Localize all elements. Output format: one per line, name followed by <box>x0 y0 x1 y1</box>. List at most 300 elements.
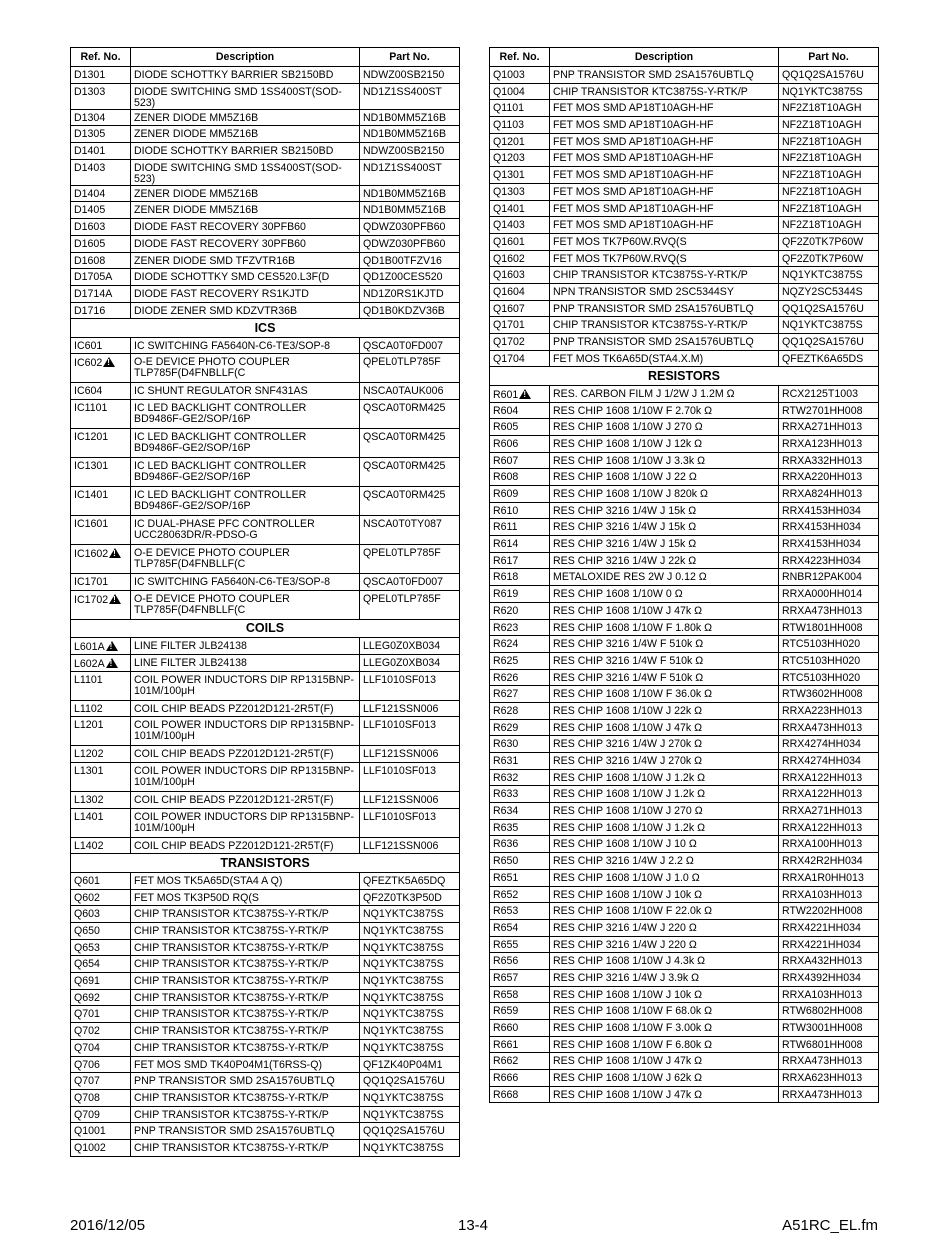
ref-number: Q1701 <box>493 319 525 332</box>
part-number-cell: QFEZTK5A65DQ <box>360 872 460 889</box>
part-number-cell: LLF1010SF013 <box>360 717 460 746</box>
description-cell: RES CHIP 1608 1/10W J 270 Ω <box>550 803 779 820</box>
part-number-cell: RRXA122HH013 <box>779 786 879 803</box>
part-number-cell: RRXA103HH013 <box>779 886 879 903</box>
description-cell: RES CHIP 1608 1/10W F 22.0k Ω <box>550 903 779 920</box>
ref-number: D1404 <box>74 187 106 200</box>
table-row <box>71 906 460 923</box>
part-number-cell: QPEL0TLP785F <box>360 590 460 619</box>
ref-cell <box>71 1039 131 1056</box>
ref-cell <box>71 67 131 84</box>
ref-number: R601 <box>493 388 519 401</box>
ref-number: R607 <box>493 454 519 467</box>
ref-number: Q601 <box>74 874 100 887</box>
ref-cell <box>490 100 550 117</box>
ref-number: Q707 <box>74 1075 100 1088</box>
ref-cell <box>490 803 550 820</box>
ref-number: R668 <box>493 1088 519 1101</box>
description-cell: RES CHIP 1608 1/10W F 1.80k Ω <box>550 619 779 636</box>
description-cell: FET MOS TK7P60W.RVQ(S <box>550 233 779 250</box>
part-number-cell: RCX2125T1003 <box>779 385 879 402</box>
ref-number: D1605 <box>74 237 106 250</box>
table-row <box>490 435 879 452</box>
part-header: Part No. <box>779 48 879 67</box>
ref-cell <box>71 285 131 302</box>
part-number-cell: NF2Z18T10AGH <box>779 200 879 217</box>
ref-cell <box>71 638 131 655</box>
part-number-cell: RRX4223HH034 <box>779 552 879 569</box>
table-row <box>71 1039 460 1056</box>
part-number-cell: LLF1010SF013 <box>360 763 460 792</box>
ref-cell <box>71 516 131 545</box>
part-number-cell: NQ1YKTC3875S <box>360 1139 460 1156</box>
ref-cell <box>71 1123 131 1140</box>
ref-cell <box>71 202 131 219</box>
ref-number: Q1004 <box>493 85 525 98</box>
table-row <box>490 200 879 217</box>
part-number-cell: NSCA0TAUK006 <box>360 383 460 400</box>
table-row <box>490 886 879 903</box>
table-row <box>490 419 879 436</box>
ref-number: R636 <box>493 838 519 851</box>
ref-cell <box>490 886 550 903</box>
ref-number: R650 <box>493 855 519 868</box>
table-row <box>490 83 879 100</box>
ref-cell <box>490 486 550 503</box>
table-row <box>490 719 879 736</box>
table-row <box>71 219 460 236</box>
description-cell: RES CHIP 1608 1/10W J 4.3k Ω <box>550 953 779 970</box>
part-number-cell: RRXA623HH013 <box>779 1070 879 1087</box>
ref-number: R609 <box>493 488 519 500</box>
description-cell: RES CHIP 3216 1/4W J 270k Ω <box>550 736 779 753</box>
section-title: ICS <box>71 319 460 338</box>
table-row <box>71 1006 460 1023</box>
description-cell: RES CHIP 3216 1/4W J 15k Ω <box>550 502 779 519</box>
ref-number: R619 <box>493 588 519 601</box>
description-cell: ZENER DIODE SMD TFZVTR16B <box>131 252 360 269</box>
table-row <box>71 590 460 619</box>
description-cell: IC LED BACKLIGHT CONTROLLER BD9486F-GE2/SOP/16P <box>131 400 360 429</box>
table-row <box>490 1070 879 1087</box>
ref-number: D1705A <box>74 271 113 284</box>
ref-cell <box>71 269 131 286</box>
ref-number: Q1604 <box>493 285 525 298</box>
description-cell: DIODE FAST RECOVERY 30PFB60 <box>131 219 360 236</box>
table-row <box>71 1123 460 1140</box>
description-cell: RES CHIP 3216 1/4W J 220 Ω <box>550 936 779 953</box>
table-row <box>490 1036 879 1053</box>
part-number-cell: QDWZ030PFB60 <box>360 235 460 252</box>
description-cell: RES. CARBON FILM J 1/2W J 1.2M Ω <box>550 385 779 402</box>
part-number-cell: QQ1Q2SA1576U <box>360 1073 460 1090</box>
table-row <box>71 235 460 252</box>
table-row <box>71 1089 460 1106</box>
table-row <box>490 1053 879 1070</box>
description-cell: RES CHIP 1608 1/10W J 47k Ω <box>550 602 779 619</box>
ref-number: R624 <box>493 638 519 651</box>
part-number-cell: RRX4221HH034 <box>779 936 879 953</box>
part-number-cell: NQ1YKTC3875S <box>360 923 460 940</box>
table-row <box>71 429 460 458</box>
table-row <box>71 202 460 219</box>
ref-number: R635 <box>493 821 519 834</box>
ref-cell <box>490 200 550 217</box>
table-row <box>490 969 879 986</box>
ref-cell <box>490 317 550 334</box>
part-number-cell: LLF1010SF013 <box>360 671 460 700</box>
section-title: RESISTORS <box>490 367 879 386</box>
description-cell: COIL POWER INDUCTORS DIP RP1315BNP-101M/100μH <box>131 671 360 700</box>
table-row <box>490 552 879 569</box>
ref-number: D1716 <box>74 304 106 317</box>
ref-number: L1101 <box>74 673 103 686</box>
part-number-cell: RRXA473HH013 <box>779 602 879 619</box>
table-row <box>71 574 460 591</box>
ref-number: IC1602 <box>74 548 109 561</box>
ref-cell <box>71 219 131 236</box>
ref-number: Q709 <box>74 1108 100 1121</box>
ref-cell <box>490 402 550 419</box>
table-row <box>490 486 879 503</box>
ref-number: R656 <box>493 955 519 968</box>
table-row <box>490 283 879 300</box>
table-row <box>71 83 460 109</box>
description-cell: RES CHIP 1608 1/10W F 68.0k Ω <box>550 1003 779 1020</box>
ref-number: IC1702 <box>74 593 109 606</box>
part-number-cell: QDWZ030PFB60 <box>360 219 460 236</box>
part-number-cell: RTC5103HH020 <box>779 636 879 653</box>
part-number-cell: RTW2701HH008 <box>779 402 879 419</box>
description-cell: CHIP TRANSISTOR KTC3875S-Y-RTK/P <box>131 1006 360 1023</box>
table-row <box>71 487 460 516</box>
description-cell: O-E DEVICE PHOTO COUPLER TLP785F(D4FNBLLF(C <box>131 354 360 383</box>
ref-cell <box>71 590 131 619</box>
table-row <box>490 753 879 770</box>
table-row <box>71 837 460 854</box>
part-number-cell: RRXA223HH013 <box>779 702 879 719</box>
ref-number: D1304 <box>74 111 106 124</box>
part-number-cell: NF2Z18T10AGH <box>779 100 879 117</box>
part-number-cell: NQ1YKTC3875S <box>360 956 460 973</box>
ref-cell <box>490 250 550 267</box>
part-number-cell: ND1B0MM5Z16B <box>360 185 460 202</box>
ref-number: R657 <box>493 971 519 984</box>
description-cell: DIODE FAST RECOVERY 30PFB60 <box>131 235 360 252</box>
table-row <box>490 502 879 519</box>
part-number-cell: ND1B0MM5Z16B <box>360 202 460 219</box>
ref-cell <box>490 1086 550 1103</box>
section-title: TRANSISTORS <box>71 854 460 873</box>
ref-cell <box>71 808 131 837</box>
description-cell: RES CHIP 1608 1/10W J 1.2k Ω <box>550 786 779 803</box>
part-number-cell: NDWZ00SB2150 <box>360 67 460 84</box>
table-row <box>490 786 879 803</box>
ref-cell <box>71 109 131 126</box>
ref-number: L1301 <box>74 765 104 778</box>
description-cell: IC LED BACKLIGHT CONTROLLER BD9486F-GE2/SOP/16P <box>131 458 360 487</box>
ref-number: R652 <box>493 888 519 901</box>
description-cell: FET MOS SMD AP18T10AGH-HF <box>550 200 779 217</box>
description-cell: RES CHIP 3216 1/4W F 510k Ω <box>550 652 779 669</box>
part-number-cell: QPEL0TLP785F <box>360 545 460 574</box>
ref-cell <box>490 183 550 200</box>
ref-number: R608 <box>493 471 519 484</box>
part-number-cell: RRXA332HH013 <box>779 452 879 469</box>
ref-cell <box>490 150 550 167</box>
part-number-cell: RTC5103HH020 <box>779 669 879 686</box>
part-number-cell: RRXA122HH013 <box>779 769 879 786</box>
ref-number: L1202 <box>74 748 104 761</box>
description-cell: COIL POWER INDUCTORS DIP RP1315BNP-101M/100μH <box>131 717 360 746</box>
part-number-cell: QQ1Q2SA1576U <box>779 300 879 317</box>
part-number-cell: LLF121SSN006 <box>360 746 460 763</box>
description-cell: FET MOS TK3P50D RQ(S <box>131 889 360 906</box>
ref-cell <box>490 602 550 619</box>
ref-cell <box>490 217 550 234</box>
table-row <box>490 919 879 936</box>
ref-cell <box>71 956 131 973</box>
ref-number: Q1607 <box>493 302 525 315</box>
table-row <box>490 385 879 402</box>
part-number-cell: RRXA000HH014 <box>779 586 879 603</box>
part-number-cell: LLF121SSN006 <box>360 837 460 854</box>
parts-table-left-body <box>71 67 460 1157</box>
table-row <box>71 700 460 717</box>
table-row <box>71 923 460 940</box>
table-row <box>71 1073 460 1090</box>
part-number-cell: NQZY2SC5344S <box>779 283 879 300</box>
ref-cell <box>490 936 550 953</box>
table-row <box>71 939 460 956</box>
description-cell: CHIP TRANSISTOR KTC3875S-Y-RTK/P <box>131 989 360 1006</box>
description-cell: RES CHIP 3216 1/4W J 15k Ω <box>550 519 779 536</box>
description-cell: RES CHIP 1608 1/10W J 47k Ω <box>550 1086 779 1103</box>
ref-number: IC604 <box>74 385 103 398</box>
ref-cell <box>71 872 131 889</box>
part-number-cell: RRXA432HH013 <box>779 953 879 970</box>
ref-cell <box>490 233 550 250</box>
table-row <box>490 636 879 653</box>
description-cell: RES CHIP 1608 1/10W F 2.70k Ω <box>550 402 779 419</box>
ref-cell <box>490 133 550 150</box>
ref-cell <box>490 536 550 553</box>
description-cell: DIODE SWITCHING SMD 1SS400ST(SOD-523) <box>131 159 360 185</box>
description-cell: CHIP TRANSISTOR KTC3875S-Y-RTK/P <box>131 1023 360 1040</box>
description-cell: RES CHIP 1608 1/10W J 3.3k Ω <box>550 452 779 469</box>
part-number-cell: NQ1YKTC3875S <box>360 1006 460 1023</box>
ref-number: R662 <box>493 1055 519 1068</box>
ref-cell <box>71 746 131 763</box>
table-row <box>71 1023 460 1040</box>
ref-number: Q1403 <box>493 219 525 232</box>
description-cell: RES CHIP 1608 1/10W J 62k Ω <box>550 1070 779 1087</box>
table-row <box>71 400 460 429</box>
ref-number: Q1301 <box>493 169 525 182</box>
ref-cell <box>71 837 131 854</box>
part-number-cell: NF2Z18T10AGH <box>779 167 879 184</box>
table-row <box>490 117 879 134</box>
description-cell: FET MOS TK7P60W.RVQ(S <box>550 250 779 267</box>
part-number-cell: QF2Z0TK7P60W <box>779 250 879 267</box>
part-number-cell: LLF121SSN006 <box>360 792 460 809</box>
ref-cell <box>490 702 550 719</box>
table-header <box>71 48 460 67</box>
description-cell: COIL POWER INDUCTORS DIP RP1315BNP-101M/100μH <box>131 808 360 837</box>
ref-number: Q706 <box>74 1058 100 1071</box>
description-cell: RES CHIP 1608 1/10W J 10k Ω <box>550 886 779 903</box>
table-row <box>71 185 460 202</box>
part-number-cell: LLF1010SF013 <box>360 808 460 837</box>
ref-number: R614 <box>493 538 519 551</box>
description-cell: RES CHIP 3216 1/4W F 510k Ω <box>550 669 779 686</box>
ref-number: R617 <box>493 554 519 567</box>
ref-cell <box>490 283 550 300</box>
safety-warning-icon <box>109 594 121 604</box>
description-cell: FET MOS TK6A65D(STA4.X.M) <box>550 350 779 367</box>
ref-number: Q1203 <box>493 152 525 165</box>
ref-number: Q704 <box>74 1041 100 1054</box>
part-number-cell: QSCA0T0FD007 <box>360 574 460 591</box>
table-row <box>71 109 460 126</box>
safety-warning-icon <box>109 548 121 558</box>
ref-number: IC602 <box>74 357 103 370</box>
description-cell: IC SHUNT REGULATOR SNF431AS <box>131 383 360 400</box>
description-cell: RES CHIP 1608 1/10W J 10k Ω <box>550 986 779 1003</box>
description-cell: CHIP TRANSISTOR KTC3875S-Y-RTK/P <box>550 267 779 284</box>
table-row <box>490 217 879 234</box>
ref-header: Ref. No. <box>71 48 131 67</box>
footer-filename: A51RC_EL.fm <box>782 1217 878 1234</box>
description-cell: IC DUAL-PHASE PFC CONTROLLER UCC28063DR/R-PDSO-G <box>131 516 360 545</box>
part-number-cell: NQ1YKTC3875S <box>360 1089 460 1106</box>
part-number-cell: ND1B0MM5Z16B <box>360 109 460 126</box>
part-number-cell: NSCA0T0TY087 <box>360 516 460 545</box>
description-cell: RES CHIP 3216 1/4W J 2.2 Ω <box>550 853 779 870</box>
table-row <box>490 334 879 351</box>
ref-cell <box>490 636 550 653</box>
ref-cell <box>71 889 131 906</box>
part-number-cell: RRXA103HH013 <box>779 986 879 1003</box>
ref-number: L1402 <box>74 839 104 852</box>
description-cell: FET MOS SMD AP18T10AGH-HF <box>550 100 779 117</box>
part-number-cell: LLF121SSN006 <box>360 700 460 717</box>
table-row <box>490 903 879 920</box>
ref-number: IC1301 <box>74 460 109 473</box>
ref-number: IC1701 <box>74 576 109 589</box>
ref-cell <box>490 67 550 84</box>
table-row <box>71 126 460 143</box>
ref-number: R633 <box>493 788 519 801</box>
table-row <box>490 819 879 836</box>
ref-number: R629 <box>493 721 519 734</box>
description-cell: COIL CHIP BEADS PZ2012D121-2R5T(F) <box>131 746 360 763</box>
ref-cell <box>490 385 550 402</box>
ref-number: R666 <box>493 1072 519 1085</box>
ref-number: Q1103 <box>493 119 525 132</box>
ref-cell <box>71 1023 131 1040</box>
table-row <box>490 1020 879 1037</box>
ref-cell <box>490 502 550 519</box>
description-cell: CHIP TRANSISTOR KTC3875S-Y-RTK/P <box>131 906 360 923</box>
ref-number: R660 <box>493 1022 519 1034</box>
section-header-row <box>71 619 460 638</box>
part-number-cell: RRXA271HH013 <box>779 419 879 436</box>
table-row <box>490 1003 879 1020</box>
part-number-cell: ND1Z0RS1KJTD <box>360 285 460 302</box>
part-number-cell: NF2Z18T10AGH <box>779 117 879 134</box>
description-cell: FET MOS TK5A65D(STA4 A Q) <box>131 872 360 889</box>
ref-number: D1303 <box>74 85 106 98</box>
table-row <box>490 317 879 334</box>
table-row <box>71 252 460 269</box>
part-number-cell: NQ1YKTC3875S <box>360 906 460 923</box>
ref-cell <box>490 586 550 603</box>
table-row <box>490 686 879 703</box>
ref-cell <box>490 167 550 184</box>
ref-cell <box>490 853 550 870</box>
ref-number: D1305 <box>74 128 106 141</box>
ref-number: R659 <box>493 1005 519 1018</box>
description-cell: RES CHIP 3216 1/4W J 15k Ω <box>550 536 779 553</box>
part-number-cell: RRX4392HH034 <box>779 969 879 986</box>
ref-number: L601A <box>74 641 105 654</box>
ref-number: IC1601 <box>74 518 109 531</box>
description-cell: ZENER DIODE MM5Z16B <box>131 109 360 126</box>
section-header-row <box>71 319 460 338</box>
ref-cell <box>490 469 550 486</box>
description-cell: CHIP TRANSISTOR KTC3875S-Y-RTK/P <box>131 973 360 990</box>
part-number-cell: RRX4221HH034 <box>779 919 879 936</box>
ref-number: Q702 <box>74 1025 100 1038</box>
table-row <box>71 717 460 746</box>
part-header: Part No. <box>360 48 460 67</box>
part-number-cell: RRX4274HH034 <box>779 753 879 770</box>
part-number-cell: QSCA0T0RM425 <box>360 400 460 429</box>
description-cell: RES CHIP 1608 1/10W J 1.2k Ω <box>550 769 779 786</box>
part-number-cell: RRXA271HH013 <box>779 803 879 820</box>
ref-cell <box>490 452 550 469</box>
ref-cell <box>71 159 131 185</box>
description-cell: RES CHIP 1608 1/10W J 270 Ω <box>550 419 779 436</box>
ref-cell <box>490 569 550 586</box>
table-row <box>490 869 879 886</box>
part-number-cell: QSCA0T0RM425 <box>360 458 460 487</box>
parts-table-right <box>489 47 879 1103</box>
ref-cell <box>71 1056 131 1073</box>
ref-cell <box>71 487 131 516</box>
description-cell: RES CHIP 1608 1/10W J 47k Ω <box>550 719 779 736</box>
description-header: Description <box>131 48 360 67</box>
part-number-cell: LLEG0Z0XB034 <box>360 638 460 655</box>
table-row <box>490 1086 879 1103</box>
ref-cell <box>490 1053 550 1070</box>
description-cell: DIODE ZENER SMD KDZVTR36B <box>131 302 360 319</box>
description-cell: RES CHIP 1608 1/10W J 820k Ω <box>550 486 779 503</box>
table-row <box>71 354 460 383</box>
ref-number: R630 <box>493 738 519 751</box>
ref-number: L1302 <box>74 794 104 807</box>
ref-number: Q1303 <box>493 185 525 198</box>
ref-number: R655 <box>493 938 519 951</box>
table-row <box>490 769 879 786</box>
description-cell: COIL CHIP BEADS PZ2012D121-2R5T(F) <box>131 700 360 717</box>
ref-number: IC1101 <box>74 402 108 415</box>
table-row <box>71 671 460 700</box>
table-row <box>490 100 879 117</box>
table-row <box>490 267 879 284</box>
parts-table-right-body <box>490 67 879 1103</box>
